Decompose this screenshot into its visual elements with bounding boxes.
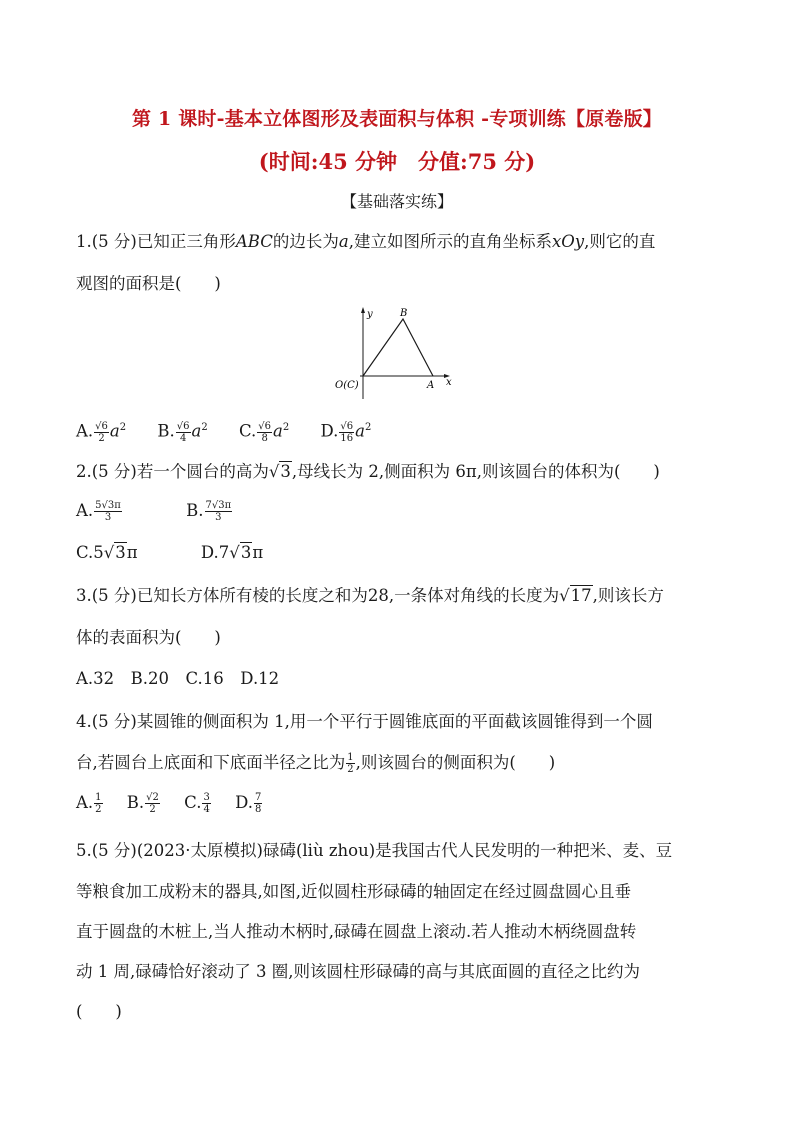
y-axis-arrow-icon — [361, 307, 365, 313]
q5-line5: ( ) — [76, 1002, 122, 1021]
q1-options — [76, 418, 397, 444]
q2-options-cd — [76, 543, 289, 563]
q5-line2: 等粮食加工成粉末的器具,如图,近似圆柱形碌碡的轴固定在经过圆盘圆心且垂 — [76, 882, 631, 901]
q1-option-c: C. $\frac{√6}{8}$ $a^2$ — [238, 420, 290, 444]
q3-line2: 体的表面积为( ) — [76, 628, 221, 647]
label-x: x — [446, 377, 452, 388]
q4-options — [76, 792, 289, 815]
q4-line1: 4.(5 分)某圆锥的侧面积为 1,用一个平行于圆锥底面的平面截该圆锥得到一个圆 — [76, 712, 653, 731]
q4-option-d: D. $\frac{7}{8}$ — [235, 792, 262, 815]
label-a: A — [427, 380, 435, 391]
q1-option-b: B. $\frac{√6}{4}$ $a^2$ — [157, 420, 208, 444]
section-heading: 【基础落实练】 — [340, 192, 453, 211]
q2-options-ab — [76, 500, 259, 523]
q5-line3: 直于圆盘的木桩上,当人推动木柄时,碌碡在圆盘上滚动.若人推动木柄绕圆盘转 — [76, 922, 637, 941]
q2-option-c: C.5√3π — [76, 543, 138, 562]
label-y: y — [367, 309, 373, 320]
time-score-info: (时间:45 分钟 分值:75 分) — [258, 149, 536, 174]
q5-line4: 动 1 周,碌碡恰好滚动了 3 圈,则该圆柱形碌碡的高与其底面圆的直径之比约为 — [76, 962, 640, 981]
triangle-sides — [363, 319, 433, 376]
q1-option-a: A. $\frac{√6}{2}$ $a^2$ — [76, 420, 127, 444]
q1-triangle-figure — [330, 305, 460, 405]
q4-line2: 台,若圆台上底面和下底面半径之比为 $\frac{1}{2}$ ,则该圆台的侧面积为( ) — [76, 752, 556, 775]
q1-line2: 观图的面积是( ) — [76, 274, 221, 293]
q2-option-d: D.7√3π — [200, 543, 264, 562]
q4-option-a: A. $\frac{1}{2}$ — [76, 792, 102, 815]
q2-line1: 2.(5 分)若一个圆台的高为√3,母线长为 2,侧面积为 6π,则该圆台的体积为( ) — [76, 462, 660, 481]
q3-line1: 3.(5 分)已知长方体所有棱的长度之和为28,一条体对角线的长度为√17,则该长方 — [76, 586, 664, 605]
q4-option-b: B. $\frac{√2}{2}$ — [126, 792, 159, 815]
q1-option-d: D. $\frac{√6}{16}$ $a^2$ — [320, 420, 372, 444]
q2-option-b: B. $\frac{7√3\pi}{3}$ — [186, 500, 232, 523]
q2-option-a: A. $\frac{5√3\pi}{3}$ — [76, 500, 121, 523]
q3-options: A.32 B.20 C.16 D.12 — [76, 669, 280, 688]
q4-option-c: C. $\frac{3}{4}$ — [184, 792, 210, 815]
label-b: B — [400, 308, 408, 319]
q1-line1: 1.(5 分)已知正三角形ABC的边长为a,建立如图所示的直角坐标系xOy,则它的直 — [76, 232, 656, 251]
label-o: O(C) — [335, 380, 359, 391]
triangle-name: ABC — [235, 232, 273, 251]
q5-line1: 5.(5 分)(2023·太原模拟)碌碡(liù zhou)是我国古代人民发明的一种把米、麦、豆 — [76, 841, 673, 860]
page-title: 第 1 课时-基本立体图形及表面积与体积 -专项训练【原卷版】 — [131, 108, 663, 130]
